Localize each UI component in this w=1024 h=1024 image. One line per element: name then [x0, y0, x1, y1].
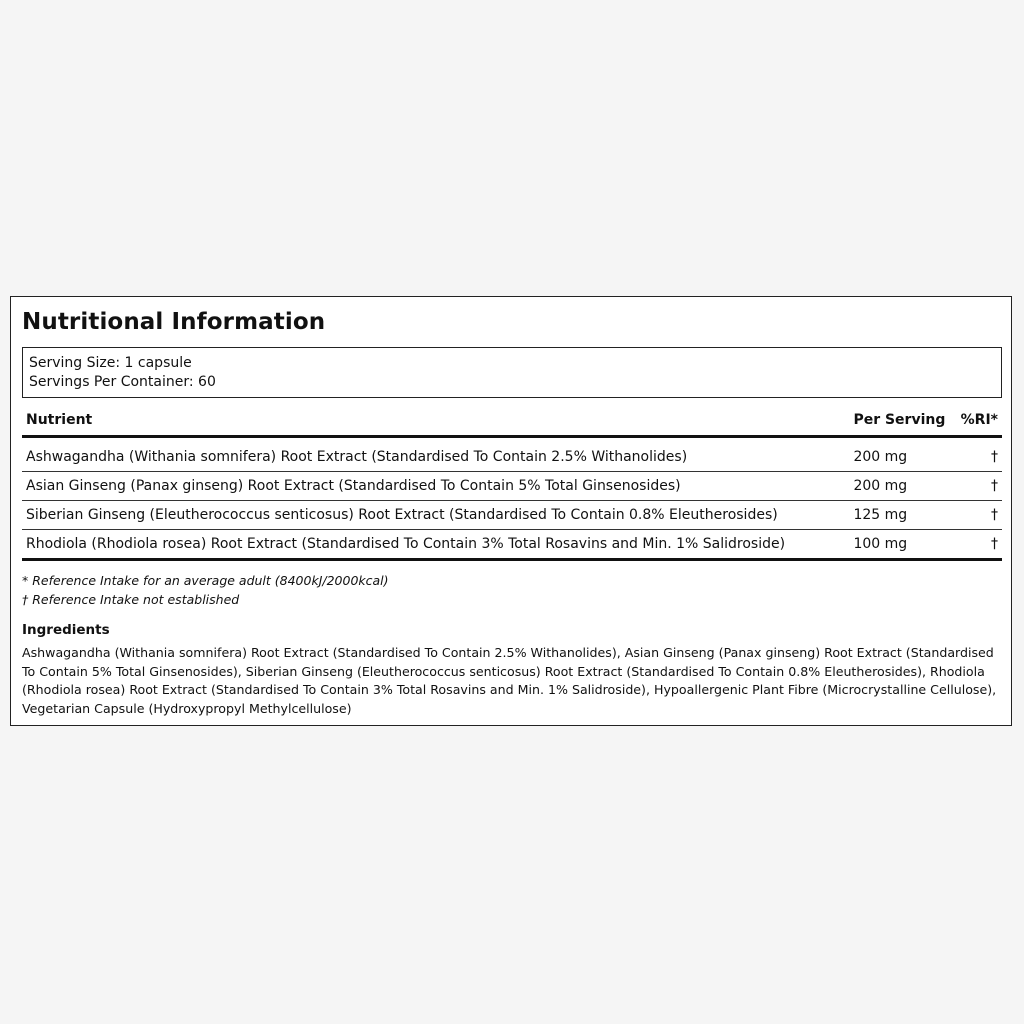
footnote-reference-intake: * Reference Intake for an average adult (8400kJ/2000kcal) [22, 573, 389, 588]
footnote-not-established: † Reference Intake not established [22, 592, 240, 607]
serving-info-box [22, 347, 1002, 398]
nutrient-name: Asian Ginseng (Panax ginseng) Root Extract (Standardised To Contain 5% Total Ginsenosides) [22, 472, 849, 501]
header-nutrient: Nutrient [22, 405, 849, 437]
nutrient-amount: 200 mg [849, 472, 956, 501]
servings-per-container: Servings Per Container: 60 [29, 374, 216, 390]
nutrient-ri: † [957, 501, 1002, 530]
table-header-row [22, 405, 1002, 437]
footnotes [22, 571, 389, 609]
table-row [22, 501, 1002, 530]
header-ri: %RI* [957, 405, 1002, 437]
ingredients-heading: Ingredients [22, 622, 110, 638]
table-row [22, 437, 1002, 472]
ingredients-text: Ashwagandha (Withania somnifera) Root Extract (Standardised To Contain 2.5% Withanolides), Asian Ginseng (Panax ginseng) Root Extract (Standardised To Contain 5% Total Ginsenosides), Siberian Ginseng (Eleutherococcus senticosus) Root Extract (Standardised To Contain 0.8% Eleutherosides), Rhodiola (Rhodiola rosea) Root Extract (Standardised To Contain 3% Total Rosavins and Min. 1% Salidroside), Hypoallergenic Plant Fibre (Microcrystalline Cellulose), Vegetarian Capsule (Hydroxypropyl Methylcellulose) [22, 645, 997, 716]
header-per-serving: Per Serving [849, 405, 956, 437]
nutrient-amount: 100 mg [849, 530, 956, 560]
nutrient-name: Ashwagandha (Withania somnifera) Root Extract (Standardised To Contain 2.5% Withanolides) [22, 437, 849, 472]
nutrient-ri: † [957, 530, 1002, 560]
nutrient-name: Siberian Ginseng (Eleutherococcus senticosus) Root Extract (Standardised To Contain 0.8% Eleutherosides) [22, 501, 849, 530]
nutrient-amount: 200 mg [849, 437, 956, 472]
nutrition-label-panel [10, 296, 1012, 726]
table-row [22, 472, 1002, 501]
nutrient-ri: † [957, 472, 1002, 501]
nutrient-name: Rhodiola (Rhodiola rosea) Root Extract (Standardised To Contain 3% Total Rosavins and Min. 1% Salidroside) [22, 530, 849, 560]
nutrient-table [22, 405, 1002, 561]
nutrient-amount: 125 mg [849, 501, 956, 530]
table-row [22, 530, 1002, 560]
page-title: Nutritional Information [22, 309, 326, 335]
serving-size: Serving Size: 1 capsule [29, 355, 192, 371]
nutrient-ri: † [957, 437, 1002, 472]
